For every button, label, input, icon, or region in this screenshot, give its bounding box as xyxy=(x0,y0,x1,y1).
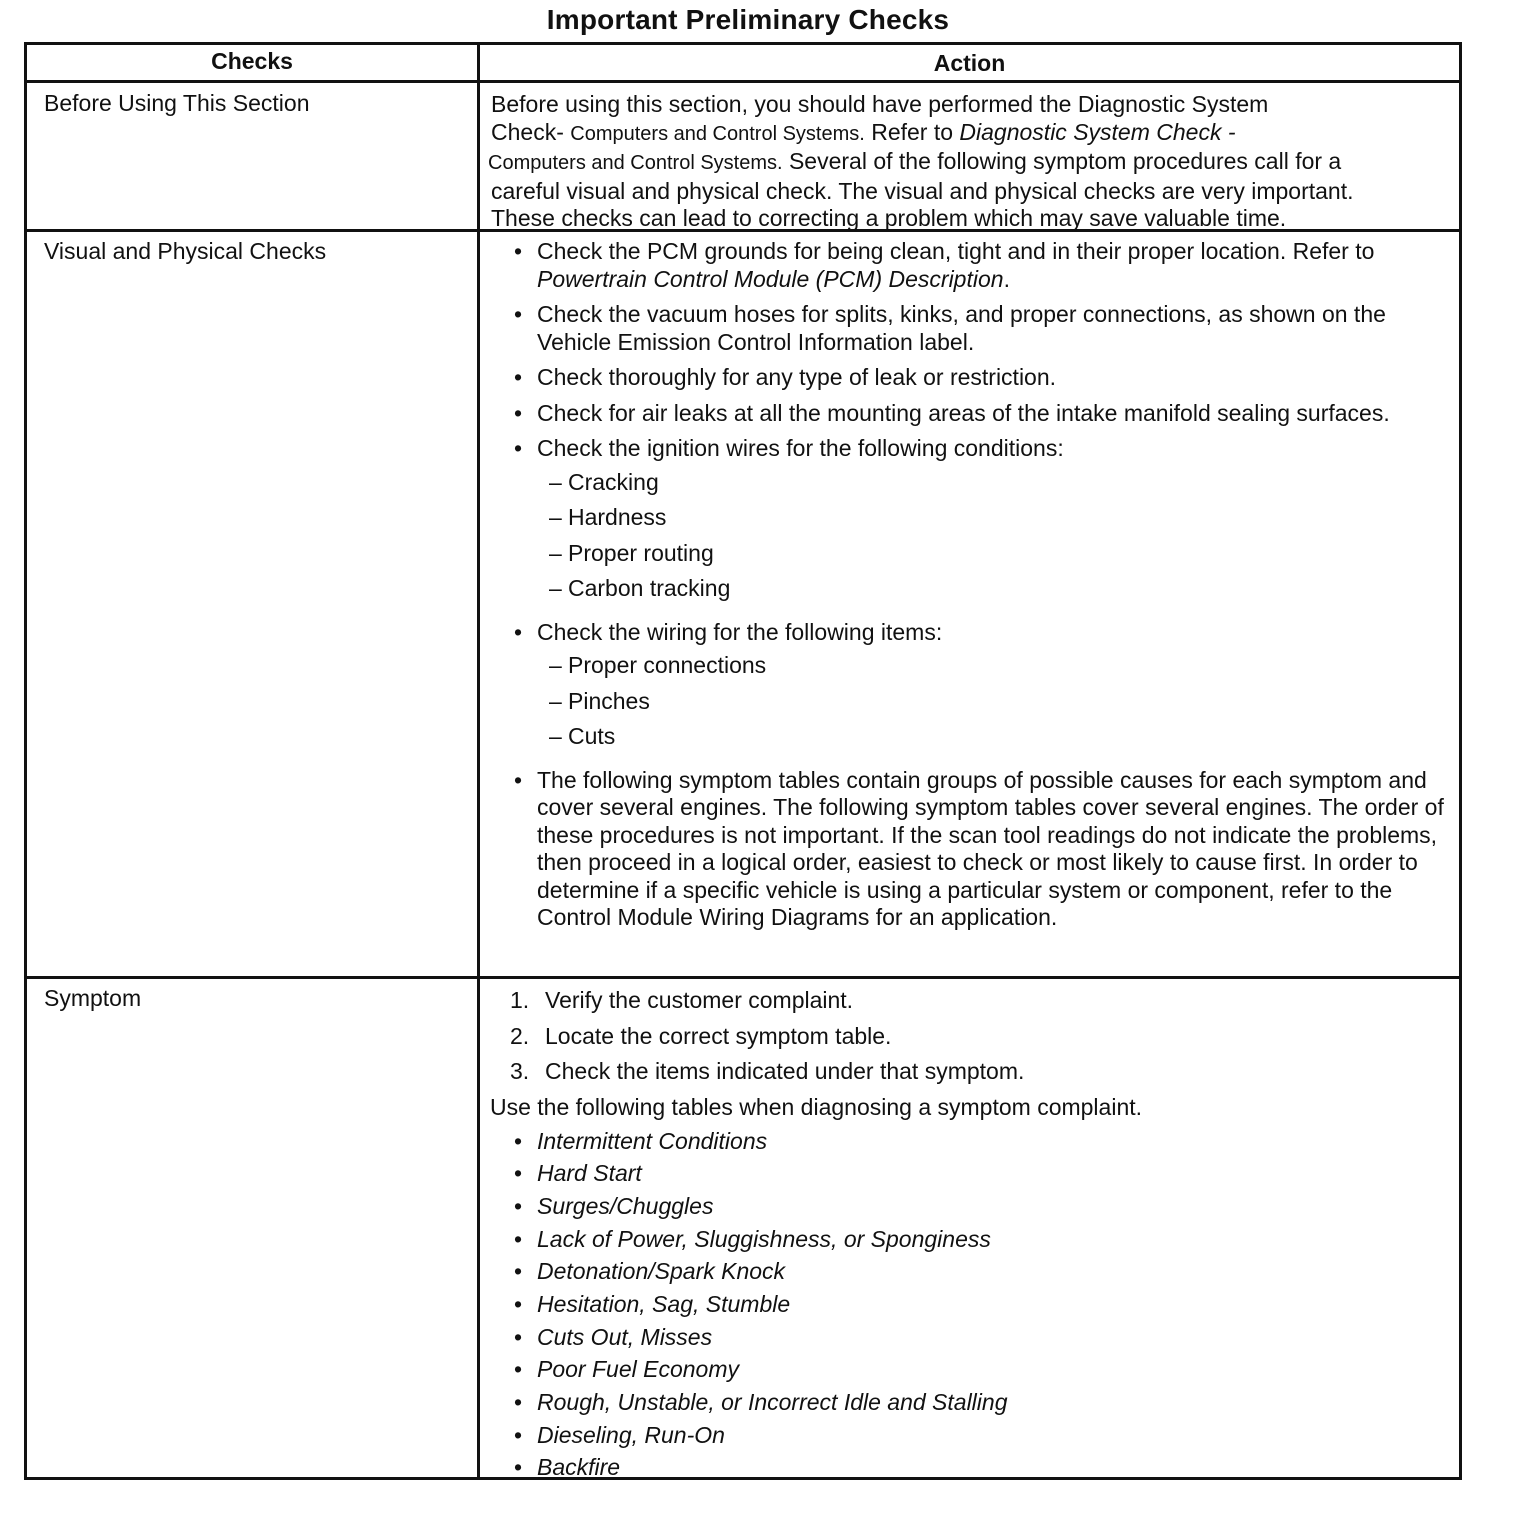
before-line-3a: Computers and Control Systems. xyxy=(488,152,783,174)
check-symptom: Symptom xyxy=(44,985,142,1011)
ignition-conditions-list xyxy=(537,469,1453,611)
before-line-3b: Several of the following symptom procedures call for a xyxy=(788,148,1342,174)
symptom-steps-list xyxy=(488,987,1453,1094)
list-item: • Detonation/Spark Knock xyxy=(488,1256,1453,1289)
reference-pcm-description: Powertrain Control Module (PCM) Description xyxy=(537,265,1004,292)
action-visual-physical xyxy=(488,238,1453,940)
step-number: 2. xyxy=(510,1022,530,1049)
action-symptom xyxy=(488,987,1453,1485)
list-item xyxy=(488,987,1453,1023)
step-text: Verify the customer complaint. xyxy=(545,987,854,1013)
before-line-2c: Refer to xyxy=(871,118,954,145)
list-item: • The following symptom tables contain groups of possible causes for each symptom and cover several engines. The following symptom tables cover several engines. The order of these procedures is not important. If the scan tool readings do not indicate the problems, then proceed in a logical order, easiest to check or most likely to cause first. In order to determine if a specific vehicle is using a particular system or component, refer to the Control Module Wiring Diagrams for an application. xyxy=(488,767,1453,932)
action-before-using xyxy=(488,91,1453,233)
step-text: Check the items indicated under that symptom. xyxy=(545,1058,1025,1084)
step-number: 3. xyxy=(510,1058,530,1084)
wiring-items-list xyxy=(537,652,1453,759)
list-item: • Poor Fuel Economy xyxy=(488,1354,1453,1387)
symptom-tables-intro: Use the following tables when diagnosing a symptom complaint. xyxy=(490,1093,1143,1120)
visual-checks-list xyxy=(488,238,1453,932)
before-line-5: These checks can lead to correcting a problem which may save valuable time. xyxy=(491,205,1287,231)
header-divider xyxy=(27,80,1459,83)
list-item: • Hesitation, Sag, Stumble xyxy=(488,1289,1453,1322)
pcm-grounds-text: Check the PCM grounds for being clean, tight and in their proper location. Refer to xyxy=(537,238,1375,264)
preliminary-checks-table xyxy=(24,42,1462,1480)
list-item: • Check the vacuum hoses for splits, kinks, and proper connections, as shown on the Vehicle Emission Control Information label. xyxy=(488,301,1453,356)
sub-list-item: – Pinches xyxy=(537,688,1453,724)
list-item xyxy=(488,619,1453,759)
reference-diagnostic-system-check: Diagnostic System Check - xyxy=(959,118,1236,145)
pcm-grounds-period: . xyxy=(1003,265,1010,292)
list-item: • Hard Start xyxy=(488,1158,1453,1191)
before-line-4: careful visual and physical check. The visual and physical checks are very important. xyxy=(491,177,1354,204)
list-item: • Check thoroughly for any type of leak or restriction. xyxy=(488,364,1453,392)
list-item xyxy=(488,238,1453,293)
wiring-text: Check the wiring for the following items: xyxy=(537,618,943,645)
sub-list-item: – Cuts xyxy=(537,723,1453,759)
list-item xyxy=(488,435,1453,611)
list-item: • Dieseling, Run-On xyxy=(488,1420,1453,1453)
list-item: • Lack of Power, Sluggishness, or Sponginess xyxy=(488,1224,1453,1257)
list-item: • Surges/Chuggles xyxy=(488,1191,1453,1224)
before-line-2a: Check- xyxy=(491,118,564,145)
ignition-wires-text: Check the ignition wires for the following conditions: xyxy=(537,435,1064,461)
sub-list-item: – Carbon tracking xyxy=(537,575,1453,611)
column-divider xyxy=(477,45,480,1477)
list-item: • Check for air leaks at all the mounting areas of the intake manifold sealing surfaces. xyxy=(488,400,1453,428)
column-header-action: Action xyxy=(933,50,1006,76)
list-item: • Backfire xyxy=(488,1452,1453,1485)
page-title: Important Preliminary Checks xyxy=(546,4,950,35)
column-header-checks: Checks xyxy=(211,48,293,74)
check-before-using: Before Using This Section xyxy=(44,90,310,116)
before-line-1: Before using this section, you should have performed the Diagnostic System xyxy=(491,91,1269,117)
row-divider-2 xyxy=(27,976,1459,979)
step-number: 1. xyxy=(510,987,530,1013)
action-before-using-text xyxy=(488,91,1453,233)
list-item xyxy=(488,1023,1453,1059)
list-item: • Intermittent Conditions xyxy=(488,1126,1453,1159)
sub-list-item: – Proper routing xyxy=(537,540,1453,576)
list-item: • Rough, Unstable, or Incorrect Idle and Stalling xyxy=(488,1387,1453,1420)
sub-list-item: – Cracking xyxy=(537,469,1453,505)
list-item: • Cuts Out, Misses xyxy=(488,1322,1453,1355)
symptom-tables-list xyxy=(488,1126,1453,1486)
sub-list-item: – Hardness xyxy=(537,504,1453,540)
sub-list-item: – Proper connections xyxy=(537,652,1453,688)
before-line-2b: Computers and Control Systems. xyxy=(570,122,865,145)
list-item xyxy=(488,1058,1453,1094)
check-visual-physical: Visual and Physical Checks xyxy=(44,238,327,264)
step-text: Locate the correct symptom table. xyxy=(545,1022,892,1049)
